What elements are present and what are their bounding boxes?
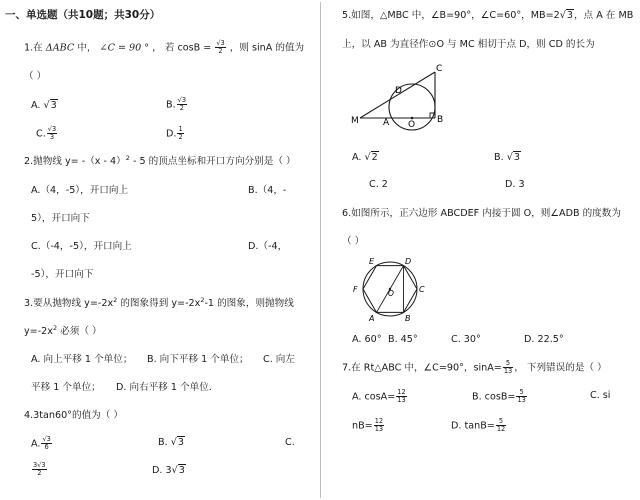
- q7-option-b[interactable]: [472, 389, 528, 404]
- q2-stem-text: 2.抛物线 y= -（x - 4）: [24, 156, 126, 167]
- q5-line1-c: ，点 A 在 MB: [573, 10, 634, 21]
- q5-option-b-label: B.: [494, 152, 504, 163]
- q1-option-b[interactable]: [166, 97, 188, 112]
- q5-option-d[interactable]: D. 3: [505, 179, 525, 190]
- column-divider: [320, 2, 321, 498]
- q1-option-a-label: A.: [31, 100, 41, 111]
- q5-label-o: O: [408, 120, 416, 130]
- q4-option-b-label: B.: [158, 437, 168, 448]
- q7-option-b-num: 5: [516, 389, 526, 397]
- q3-stem: [24, 297, 294, 310]
- q4-option-d-value: 3: [178, 465, 185, 476]
- q2-option-d[interactable]: D.（-4，: [248, 241, 288, 252]
- q1-option-a-value: 3: [50, 100, 57, 111]
- q1-option-d[interactable]: [166, 126, 185, 141]
- q5-option-b-value: 3: [513, 152, 520, 163]
- q6-option-c[interactable]: C. 30°: [451, 334, 481, 345]
- q7-stem-num: 5: [503, 360, 513, 368]
- q5-option-a-label: A.: [352, 152, 362, 163]
- q1-option-d-den: 2: [178, 133, 183, 141]
- q3-option-b[interactable]: B. 向下平移 1 个单位；: [147, 354, 249, 365]
- q2-option-d-continued: -5），开口向下: [31, 269, 94, 280]
- q7-option-a[interactable]: [352, 389, 408, 404]
- q7-option-a-frac: [396, 389, 406, 404]
- q7-option-d-num: 5: [496, 418, 506, 426]
- q5-option-a[interactable]: A. √2: [352, 152, 378, 163]
- q7-stem: [342, 360, 607, 375]
- q3-stem-a: 3.要从抛物线 y=-2x: [24, 298, 114, 309]
- q6-label-e: E: [369, 257, 375, 266]
- q5-line1-a: 5.如图，: [342, 10, 380, 21]
- q4-option-a-den: 6: [44, 443, 49, 451]
- q7-option-c-num: 12: [374, 417, 384, 425]
- q7-stem-frac: [503, 360, 513, 375]
- q5-label-a: A: [383, 118, 390, 128]
- q4-option-c-frac: [32, 462, 47, 477]
- q3-stem-c: -1 的图象，则抛物线: [204, 298, 294, 309]
- q7-stem-c: ， 下列错误的是（ ）: [514, 362, 607, 374]
- q1-option-b-num: √3: [177, 96, 187, 104]
- q6-label-c: C: [419, 285, 425, 294]
- q3-stem-b: 的图象得到 y=-2x: [117, 298, 201, 309]
- q3-option-c-continued: 平移 1 个单位；: [31, 382, 101, 393]
- q2-option-c[interactable]: C.（-4，-5），开口向上: [31, 241, 132, 252]
- q1-option-b-label: B.: [166, 99, 176, 111]
- q7-stem-a: 7.在 Rt: [342, 362, 375, 374]
- q1-option-a[interactable]: A. √3: [31, 100, 57, 111]
- q3-option-a[interactable]: A. 向上平移 1 个单位；: [31, 354, 133, 365]
- q5-option-a-value: 2: [371, 152, 378, 163]
- section-title: 一、单选题（共10题；共30分）: [5, 9, 161, 21]
- q7-option-c[interactable]: C. si: [590, 390, 611, 401]
- q7-option-a-den: 13: [397, 396, 406, 404]
- q3-exp-1: 2: [113, 295, 118, 304]
- q1-option-d-num: 1: [178, 125, 183, 133]
- q5-label-b: B: [437, 115, 444, 125]
- q7-option-a-num: 12: [397, 388, 406, 396]
- q5-stem-line1: 5.如图，△MBC 中，∠B=90°，∠C=60°，MB=2√3，点 A 在 MB: [342, 10, 634, 21]
- q4-option-a[interactable]: [31, 436, 53, 451]
- q4-option-a-frac: [41, 436, 51, 451]
- q6-label-b: B: [405, 314, 411, 323]
- q1-option-c-den: 3: [49, 133, 55, 141]
- q1-triangle: ΔABC: [45, 42, 75, 54]
- q4-option-c-num: 3√3: [33, 461, 46, 469]
- q1-cond-prefix: ， 若 cosB =: [149, 42, 215, 54]
- q7-option-c-2: nB=: [352, 420, 373, 432]
- q1-option-d-label: D.: [166, 128, 177, 140]
- q5-tangent-circle-figure: [350, 62, 462, 134]
- q2-stem: [24, 155, 296, 168]
- q1-suffix: ，则 sinA 的值为: [226, 42, 305, 54]
- q4-option-a-label: A.: [31, 438, 41, 450]
- q1-angle-c: ∠C = 90 °: [99, 42, 150, 54]
- q4-option-d[interactable]: D. 3√3: [152, 465, 185, 476]
- q4-option-b-value: 3: [177, 437, 184, 448]
- q1-option-b-den: 2: [179, 104, 184, 112]
- q1-option-b-frac: [177, 97, 187, 112]
- q1-fraction: [215, 40, 225, 55]
- q7-stem-b: ABC 中，∠C=90°，sinA=: [381, 362, 502, 374]
- q6-option-a[interactable]: A. 60°: [352, 334, 382, 345]
- q6-stem: 6.如图所示，正六边形 ABCDEF 内接于圆 O，则∠ADB 的度数为: [342, 208, 621, 219]
- q1-option-c[interactable]: [36, 126, 58, 141]
- q6-paren: （ ）: [342, 236, 365, 247]
- q5-triangle-symbol: △: [379, 10, 388, 21]
- q2-option-a[interactable]: A.（4，-5），开口向上: [31, 185, 129, 196]
- q7-option-b-label: B. cosB=: [472, 391, 516, 403]
- q7-option-c-den: 13: [374, 425, 384, 433]
- q3-exp-2: 2: [200, 295, 205, 304]
- q1-option-c-label: C.: [36, 128, 46, 140]
- q7-option-d[interactable]: [451, 418, 507, 433]
- q4-option-d-label: D. 3: [152, 465, 172, 476]
- q3-line2-exp: 2: [52, 323, 58, 332]
- q5-line1-sqrt: 3: [566, 10, 573, 21]
- q6-option-d[interactable]: D. 22.5°: [524, 334, 564, 345]
- q5-label-c: C: [436, 64, 443, 74]
- q7-option-c-frac: [374, 418, 384, 433]
- q4-option-c-den: 2: [37, 469, 42, 477]
- q1-stem: [24, 40, 304, 55]
- q7-triangle-symbol: △: [374, 362, 382, 374]
- q4-option-c[interactable]: C.: [285, 437, 295, 448]
- q4-option-a-num: √3: [42, 435, 51, 443]
- q5-center-dot: [411, 117, 414, 120]
- q4-option-b[interactable]: B. √3: [158, 437, 184, 448]
- q5-stem-line2: 上，以 AB 为直径作⊙O 与 MC 相切于点 D，则 CD 的长为: [342, 39, 595, 50]
- q6-label-a: A: [369, 314, 375, 323]
- q1-prefix: 1.在: [24, 42, 46, 54]
- q1-paren: （ ）: [24, 71, 47, 82]
- q5-option-c[interactable]: C. 2: [369, 179, 388, 190]
- q7-option-d-label: D. tanB=: [451, 420, 495, 432]
- q2-exponent: 2: [125, 153, 130, 162]
- q3-option-c[interactable]: C. 向左: [263, 354, 295, 365]
- q7-option-b-den: 13: [517, 396, 526, 404]
- q3-line2-a: y=-2x: [24, 326, 53, 337]
- q6-label-d: D: [405, 257, 412, 266]
- q7-option-c-continued: [352, 418, 385, 433]
- q1-middle: 中，: [74, 42, 100, 54]
- q3-stem-line2: [24, 325, 102, 338]
- q6-hexagon-figure: [350, 254, 426, 324]
- q3-line2-b: 必须（ ）: [57, 326, 102, 337]
- q2-option-b[interactable]: B.（4，-: [248, 185, 287, 196]
- q7-option-d-den: 12: [496, 425, 506, 433]
- q1-frac-num: √3: [216, 39, 225, 47]
- q5-label-m: M: [351, 116, 359, 126]
- q5-line1-b: MBC 中，∠B=90°，∠C=60°，MB=2: [387, 10, 560, 21]
- q7-option-d-frac: [496, 418, 506, 433]
- q1-option-c-frac: [47, 126, 57, 141]
- q7-option-a-label: A. cosA=: [352, 391, 396, 403]
- q5-label-d: D: [395, 86, 402, 96]
- q3-option-d[interactable]: D. 向右平移 1 个单位．: [116, 382, 219, 393]
- q2-stem-text-2: - 5 的顶点坐标和开口方向分别是（ ）: [129, 156, 296, 167]
- q6-label-o: O: [388, 289, 394, 298]
- q1-option-c-num: √3: [47, 125, 57, 133]
- q7-option-b-frac: [516, 389, 526, 404]
- q6-option-b[interactable]: B. 45°: [388, 334, 418, 345]
- q7-stem-den: 13: [503, 367, 513, 375]
- q4-option-c-value: [31, 462, 48, 477]
- q4-stem: 4.3tan60°的值为（ ）: [24, 410, 124, 421]
- q5-option-b[interactable]: B. √3: [494, 152, 520, 163]
- q1-frac-den: 2: [218, 47, 223, 55]
- q2-option-b-continued: 5），开口向下: [31, 213, 90, 224]
- q6-label-f: F: [353, 285, 358, 294]
- q1-option-d-frac: [177, 126, 183, 141]
